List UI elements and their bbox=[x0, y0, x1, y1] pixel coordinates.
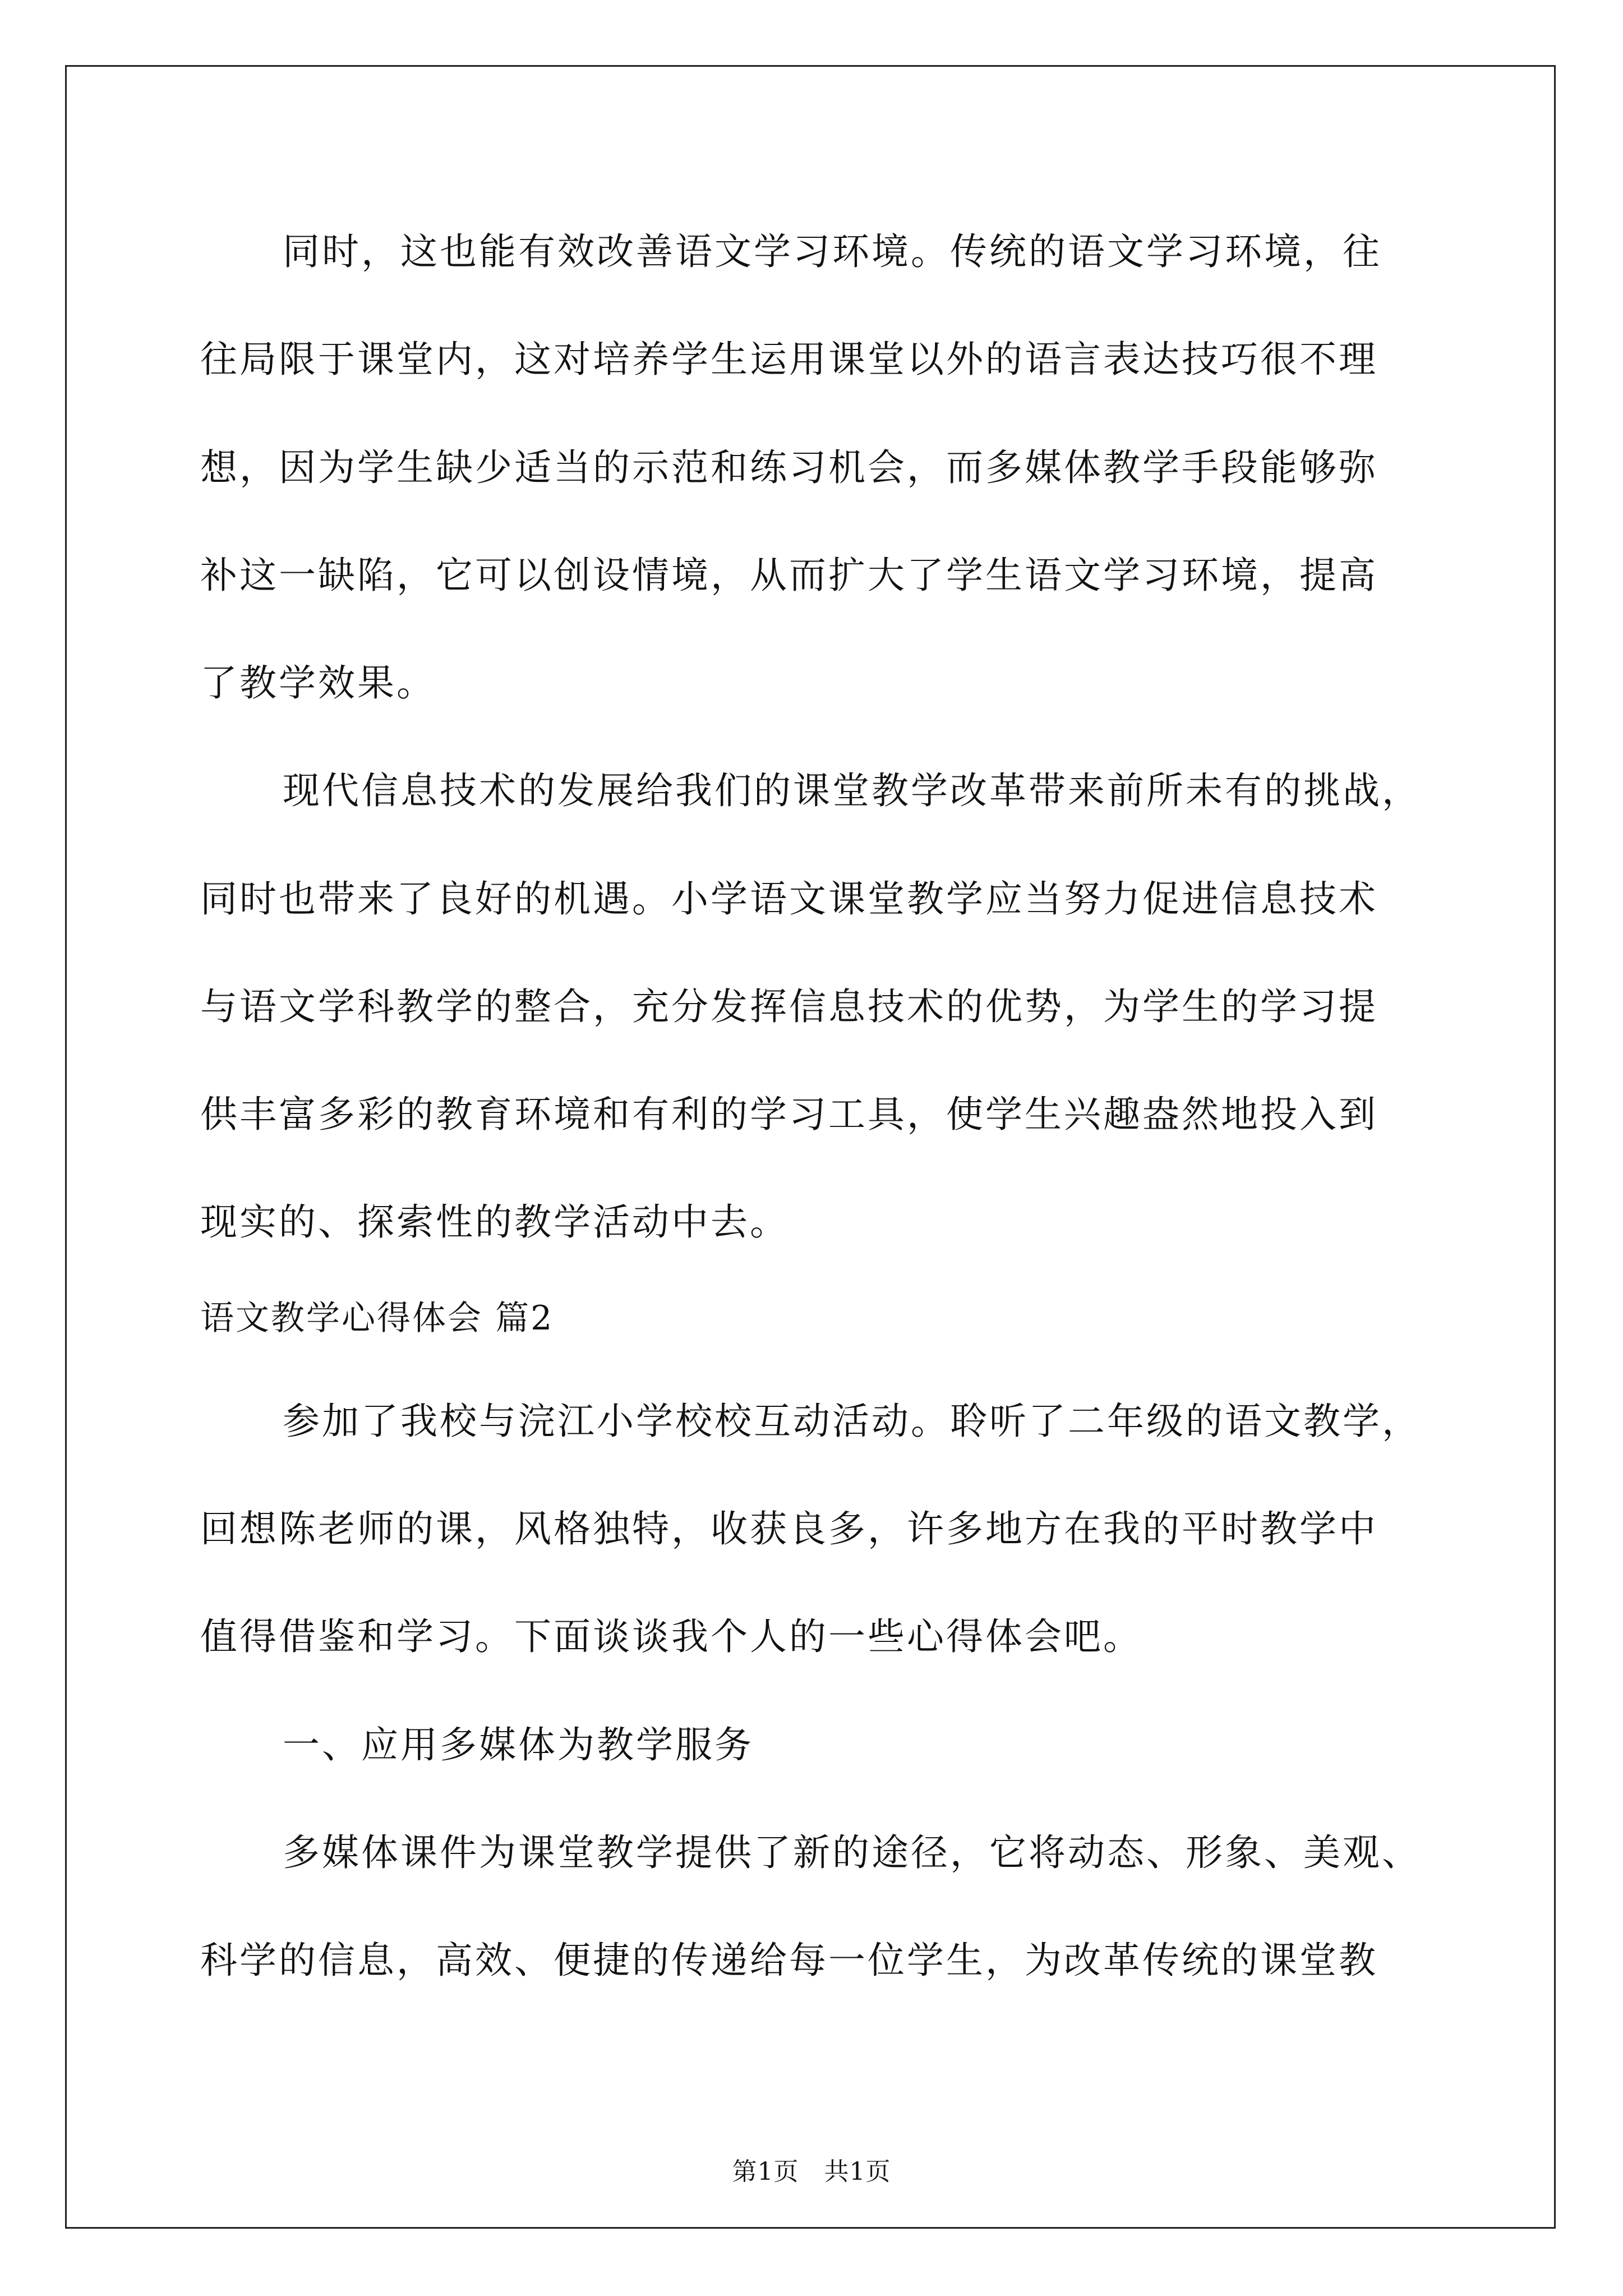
paragraph-1-line-1: 同时，这也能有效改善语文学习环境。传统的语文学习环境，往 bbox=[283, 230, 1382, 273]
paragraph-3-line-3: 值得借鉴和学习。下面谈谈我个人的一些心得体会吧。 bbox=[200, 1615, 1142, 1658]
list-heading-line: 一、应用多媒体为教学服务 bbox=[283, 1723, 754, 1766]
paragraph-2-line-4: 供丰富多彩的教育环境和有利的学习工具，使学生兴趣盎然地投入到 bbox=[200, 1093, 1378, 1136]
paragraph-5-line-2: 科学的信息，高效、便捷的传递给每一位学生，为改革传统的课堂教 bbox=[200, 1939, 1378, 1982]
paragraph-1-line-5: 了教学效果。 bbox=[200, 661, 436, 705]
paragraph-5-line-1: 多媒体课件为课堂教学提供了新的途径，它将动态、形象、美观、 bbox=[283, 1831, 1421, 1874]
paragraph-1-line-4: 补这一缺陷，它可以创设情境，从而扩大了学生语文学习环境，提高 bbox=[200, 554, 1378, 597]
paragraph-1-line-2: 往局限于课堂内，这对培养学生运用课堂以外的语言表达技巧很不理 bbox=[200, 338, 1378, 381]
paragraph-2-line-1: 现代信息技术的发展给我们的课堂教学改革带来前所未有的挑战， bbox=[283, 769, 1421, 812]
paragraph-1-line-3: 想，因为学生缺少适当的示范和练习机会，而多媒体教学手段能够弥 bbox=[200, 446, 1378, 489]
paragraph-3-line-1: 参加了我校与浣江小学校校互动活动。聆听了二年级的语文教学， bbox=[283, 1400, 1421, 1443]
paragraph-2-line-2: 同时也带来了良好的机遇。小学语文课堂教学应当努力促进信息技术 bbox=[200, 877, 1378, 921]
paragraph-2-line-5: 现实的、探索性的教学活动中去。 bbox=[200, 1200, 789, 1244]
paragraph-3-line-2: 回想陈老师的课，风格独特，收获良多，许多地方在我的平时教学中 bbox=[200, 1507, 1378, 1550]
page-footer: 第1页 共1页 bbox=[732, 2157, 891, 2186]
section-heading: 语文教学心得体会 篇2 bbox=[200, 1299, 554, 1338]
paragraph-2-line-3: 与语文学科教学的整合，充分发挥信息技术的优势，为学生的学习提 bbox=[200, 985, 1378, 1028]
